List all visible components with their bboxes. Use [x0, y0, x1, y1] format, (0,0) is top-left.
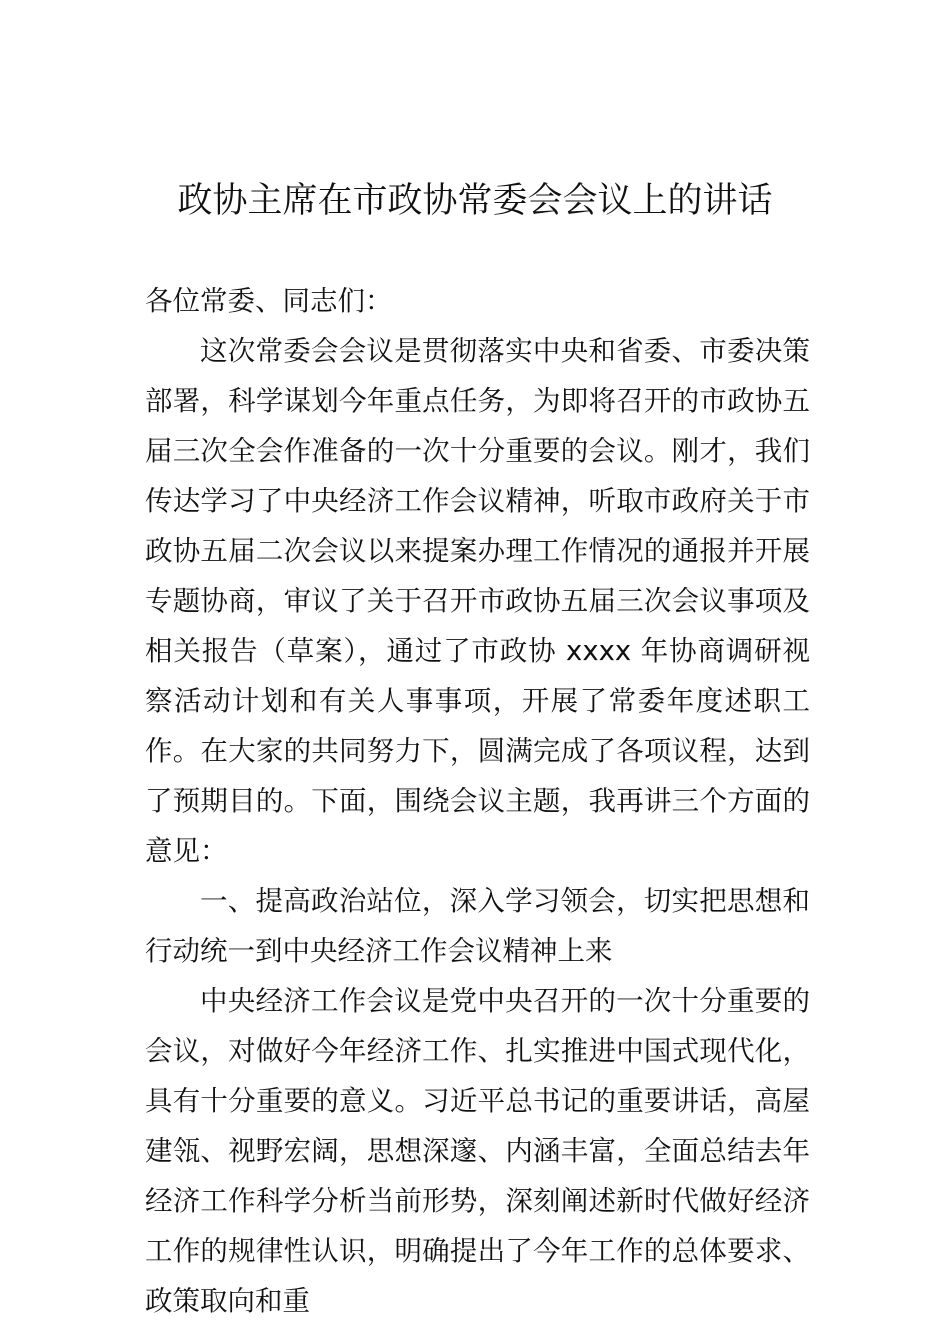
document-body — [145, 276, 810, 1326]
paragraph-section-1: 中央经济工作会议是党中央召开的一次十分重要的会议，对做好今年经济工作、扎实推进中国式现代化，具有十分重要的意义。习近平总书记的重要讲话，高屋建瓴、视野宏阔，思想深邃、内涵丰富，全面总结去年经济工作科学分析当前形势，深刻阐述新时代做好经济工作的规律性认识，明确提出了今年工作的总体要求、政策取向和重 — [145, 985, 810, 1317]
section-heading-1: 一、提高政治站位，深入学习领会，切实把思想和行动统一到中央经济工作会议精神上来 — [145, 885, 810, 967]
salutation: 各位常委、同志们： — [145, 285, 393, 317]
document-title: 政协主席在市政协常委会会议上的讲话 — [177, 181, 773, 221]
paragraph-intro: 这次常委会会议是贯彻落实中央和省委、市委决策部署，科学谋划今年重点任务，为即将召开的市政协五届三次全会作准备的一次十分重要的会议。刚才，我们传达学习了中央经济工作会议精神，听取市政府关于市政协五届二次会议以来提案办理工作情况的通报并开展专题协商，审议了关于召开市政协五届三次会议事项及相关报告（草案），通过了市政协 xxxx 年协商调研视察活动计划和有关人事事项，开展了常委年度述职工作。在大家的共同努力下，圆满完成了各项议程，达到了预期目的。下面，围绕会议主题，我再讲三个方面的意见： — [145, 335, 810, 867]
